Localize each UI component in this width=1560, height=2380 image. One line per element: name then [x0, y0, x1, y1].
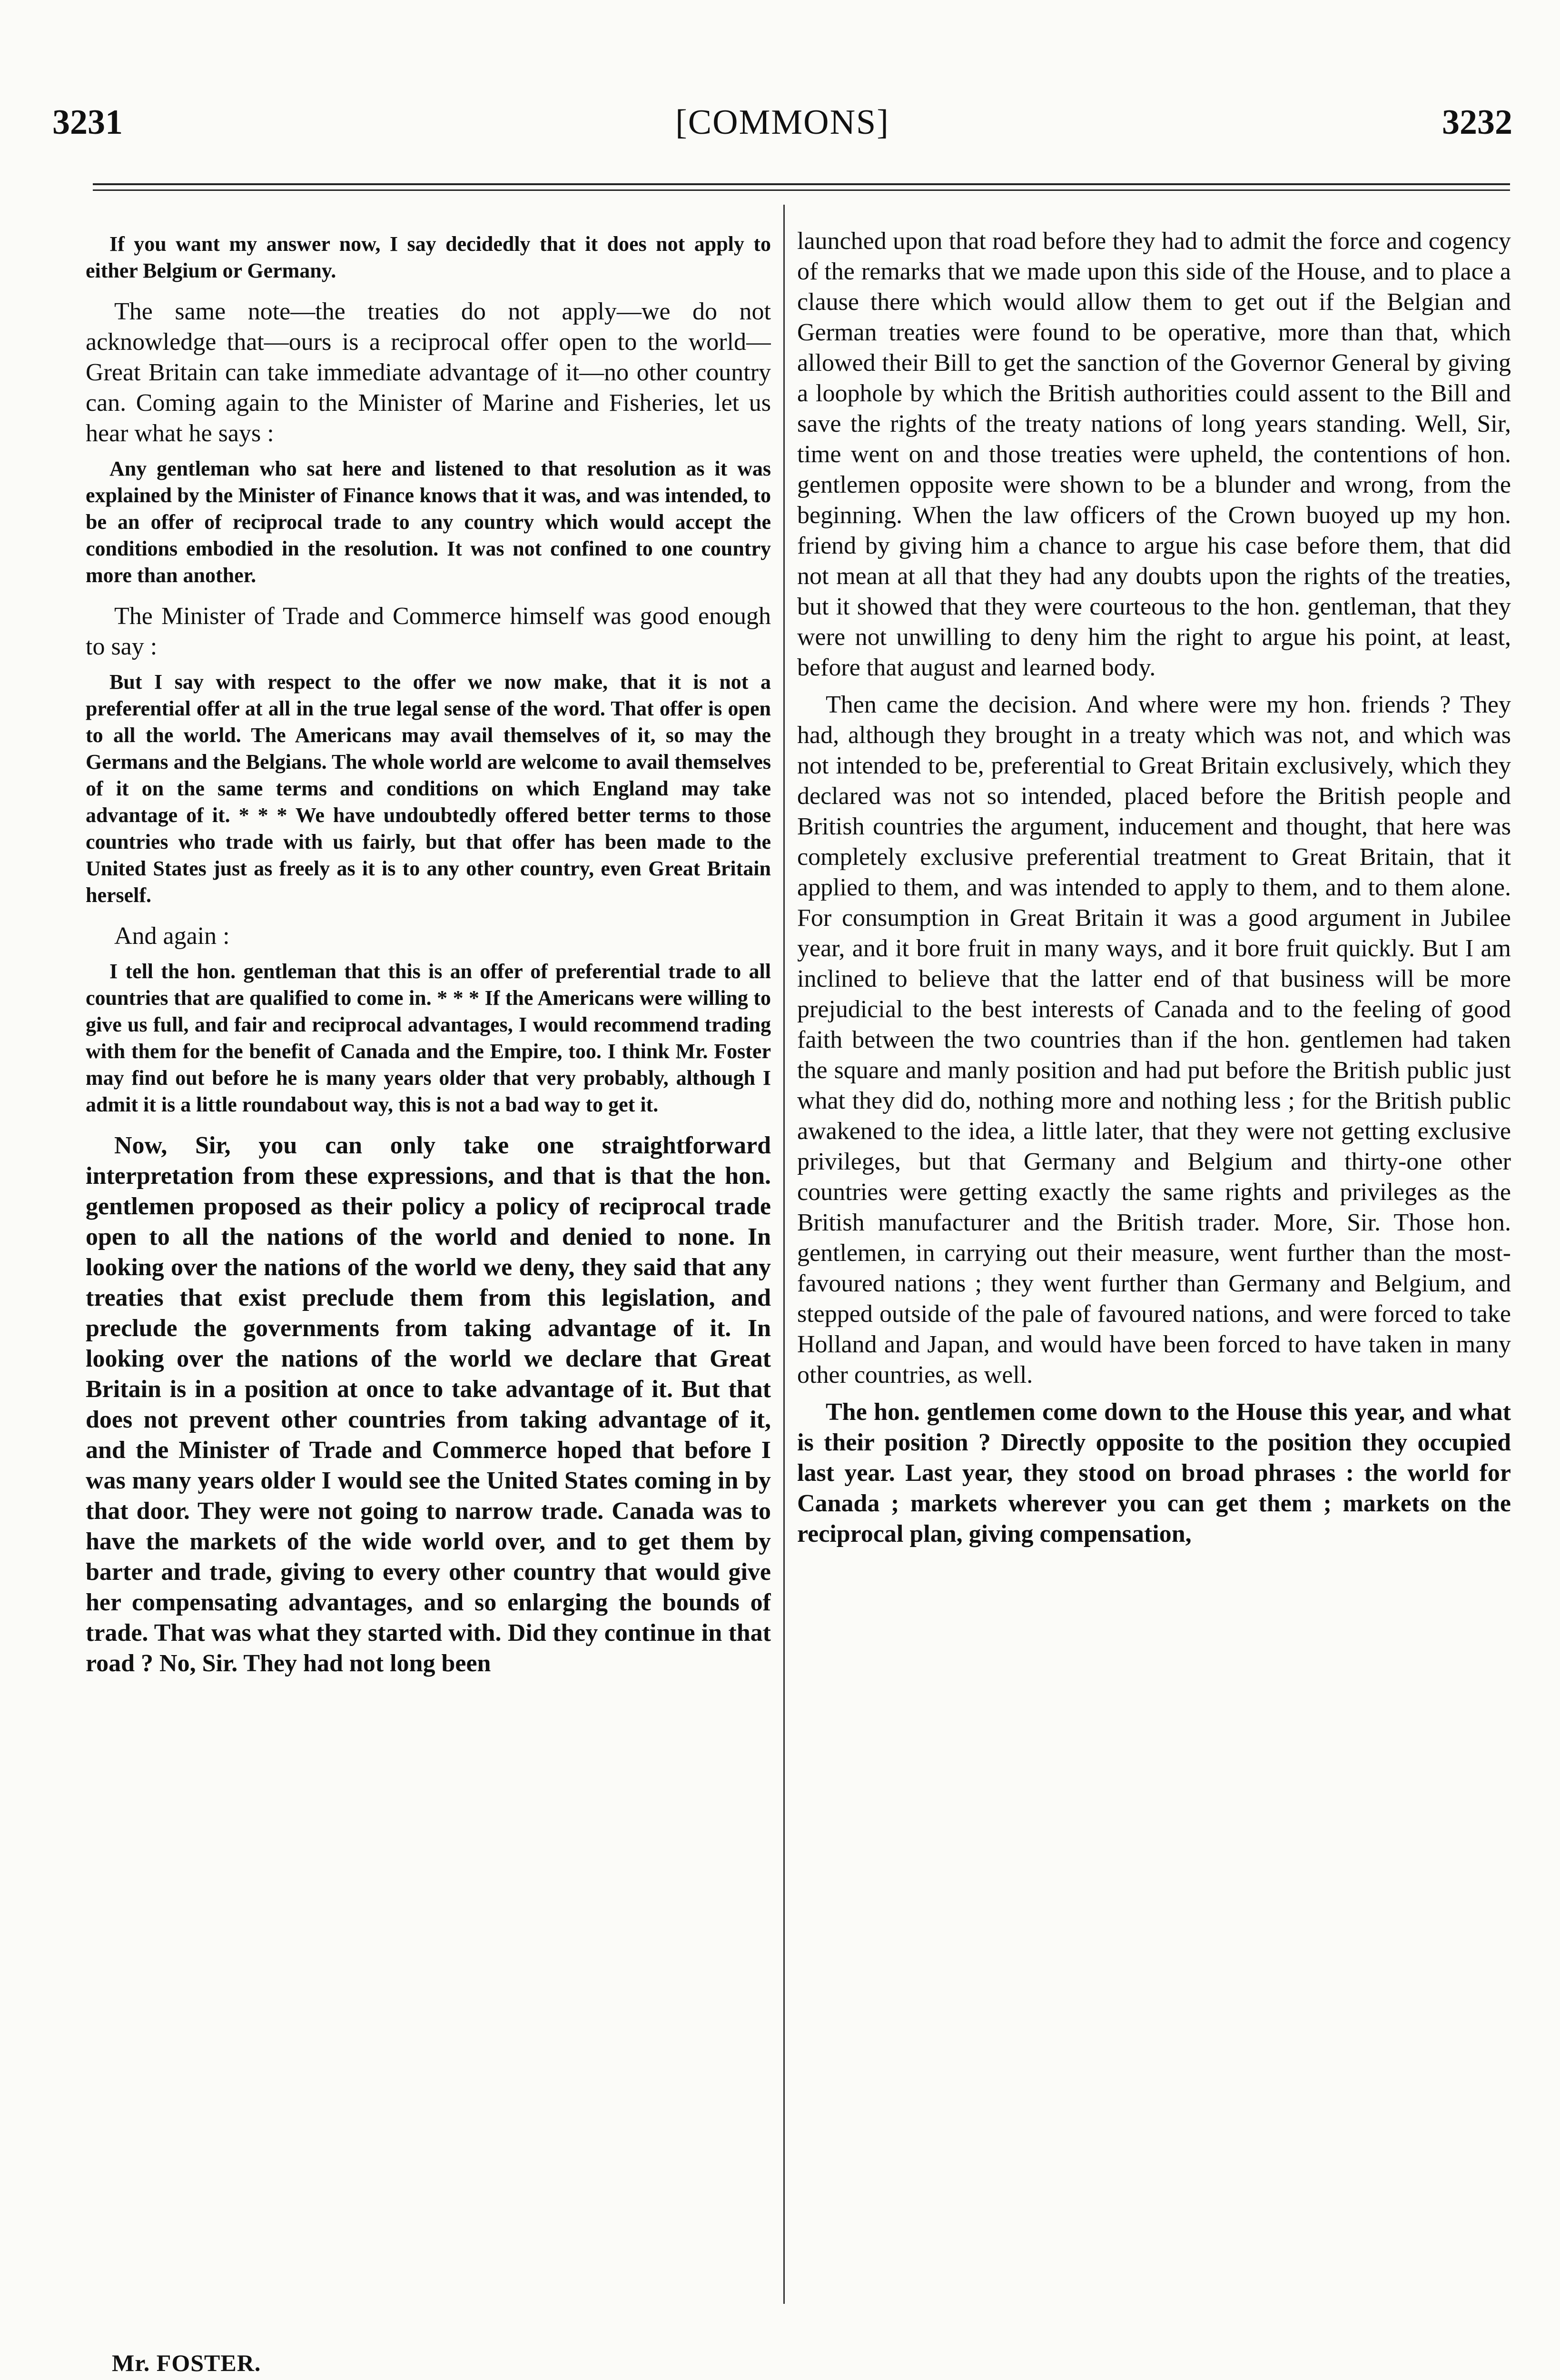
column-divider: [783, 205, 785, 2304]
paragraph: launched upon that road before they had to admit the force and cogency of the remarks that we made upon this side of the House, and to place a clause there which would allow them to get out if the Belgian and German treaties were found to be operative, more than that, which allowed their Bill to get the sanction of the Governor General by giving a loophole by which the British authorities could assent to the Bill and save the rights of the treaty nations of long years standing. Well, Sir, time went on and those treaties were upheld, the contentions of hon. gentlemen opposite were shown to be a blunder and wrong, from the beginning. When the law officers of the Crown buoyed up my hon. friend by giving him a chance to argue his case before them, that did not mean at all that they had any doubts upon the rights of the treaties, but it showed that they were courteous to the hon. gentleman, that they were not unwilling to deny him the right to argue his point, at least, before that august and learned body.: [797, 228, 1511, 681]
right-column: [797, 226, 1511, 2318]
page-number-right: 3232: [1442, 103, 1512, 142]
paragraph: The Minister of Trade and Commerce himself was good enough to say :: [86, 603, 771, 660]
paragraph: Then came the decision. And where were my hon. friends ? They had, although they brought in a treaty which was not, and which was not intended to be, preferential to Great Britain exclusively, which they declared was not so intended, placed before the British people and British countries the argument, inducement and thought, that here was completely exclusive preferential treatment to Great Britain, that it applied to them, and was intended to apply to them, and to them alone. For consumption in Great Britain it was a good argument in Jubilee year, and it bore fruit in many ways, and it bore fruit quickly. But I am inclined to believe that the latter end of that business will be more prejudicial to the best interests of Canada and to the feeling of good faith between the two countries than if the hon. gentlemen had taken the square and manly position and had put before the British public just what they did do, nothing more and nothing less ; for the British public awakened to the idea, a little later, that they were not getting exclusive privileges, but that Germany and Belgium and thirty-one other countries were getting exactly the same rights and privileges as the British manufacturer and the British trader. More, Sir. Those hon. gentlemen, in carrying out their measure, went further than the most-favoured nations ; they went further than Germany and Belgium, and stepped outside of the pale of favoured nations, and were forced to take Holland and Japan, and would have been forced to have taken in many other countries, as well.: [797, 691, 1511, 1388]
paragraph: Now, Sir, you can only take one straightforward interpretation from these expressions, and that is that the hon. gentlemen proposed as their policy a policy of reciprocal trade open to all the nations of the world and denied to none. In looking over the nations of the world we deny, they said that any treaties that exist preclude them from this legislation, and preclude the governments from taking advantage of it. In looking over the nations of the world we declare that Great Britain is in a position at once to take advantage of it. But that does not prevent other countries from taking advantage of it, and the Minister of Trade and Commerce hoped that before I was many years older I would see the United States coming in by that door. They were not going to narrow trade. Canada was to have the markets of the wide world over, and to get them by barter and trade, giving to every other country that would give her compensating advantages, and so enlarging the bounds of trade. That was what they started with. Did they continue in that road ? No, Sir. They had not long been: [86, 1132, 771, 1677]
page-number-left: 3231: [52, 103, 123, 142]
page-header: [52, 102, 1512, 155]
paragraph: If you want my answer now, I say decidedly that it does not apply to either Belgium or Germany.: [86, 232, 771, 282]
paragraph: I tell the hon. gentleman that this is an offer of preferential trade to all countries that are qualified to come in. * * * If the Americans were willing to give us full, and fair and reciprocal advantages, I would recommend trading with them for the benefit of Canada and the Empire, too. I think Mr. Foster may find out before he is many years older that very probably, although I admit it is a little roundabout way, this is not a bad way to get it.: [86, 960, 771, 1116]
header-rule: [93, 183, 1510, 185]
paragraph: The same note—the treaties do not apply—we do not acknowledge that—ours is a reciprocal offer open to the world—Great Britain can take immediate advantage of it—no other country can. Coming again to the Minister of Marine and Fisheries, let us hear what he says :: [86, 298, 771, 447]
paragraph: But I say with respect to the offer we now make, that it is not a preferential offer at all in the true legal sense of the word. That offer is open to all the world. The Americans may avail themselves of it, so may the Germans and the Belgians. The whole world are welcome to avail themselves of it on the same terms and conditions on which England may take advantage of it. * * * We have undoubtedly offered better terms to those countries who trade with us fairly, but that offer has been made to the United States just as freely as it is to any other country, even Great Britain herself.: [86, 670, 771, 907]
header-title: [COMMONS]: [675, 103, 889, 142]
paragraph: The hon. gentlemen come down to the House this year, and what is their position ? Directly opposite to the position they occupied last year. Last year, they stood on broad phrases : the world for Canada ; markets wherever you can get them ; markets on the reciprocal plan, giving compensation,: [797, 1398, 1511, 1547]
header-rule-secondary: [93, 189, 1510, 191]
paragraph: Any gentleman who sat here and listened to that resolution as it was explained by the Minister of Finance knows that it was, and was intended, to be an offer of reciprocal trade to any country which would accept the conditions embodied in the resolution. It was not confined to one country more than another.: [86, 457, 771, 587]
paragraph: And again :: [114, 922, 230, 950]
left-column: [86, 226, 771, 2318]
speaker-footer: Mr. FOSTER.: [112, 2350, 261, 2376]
